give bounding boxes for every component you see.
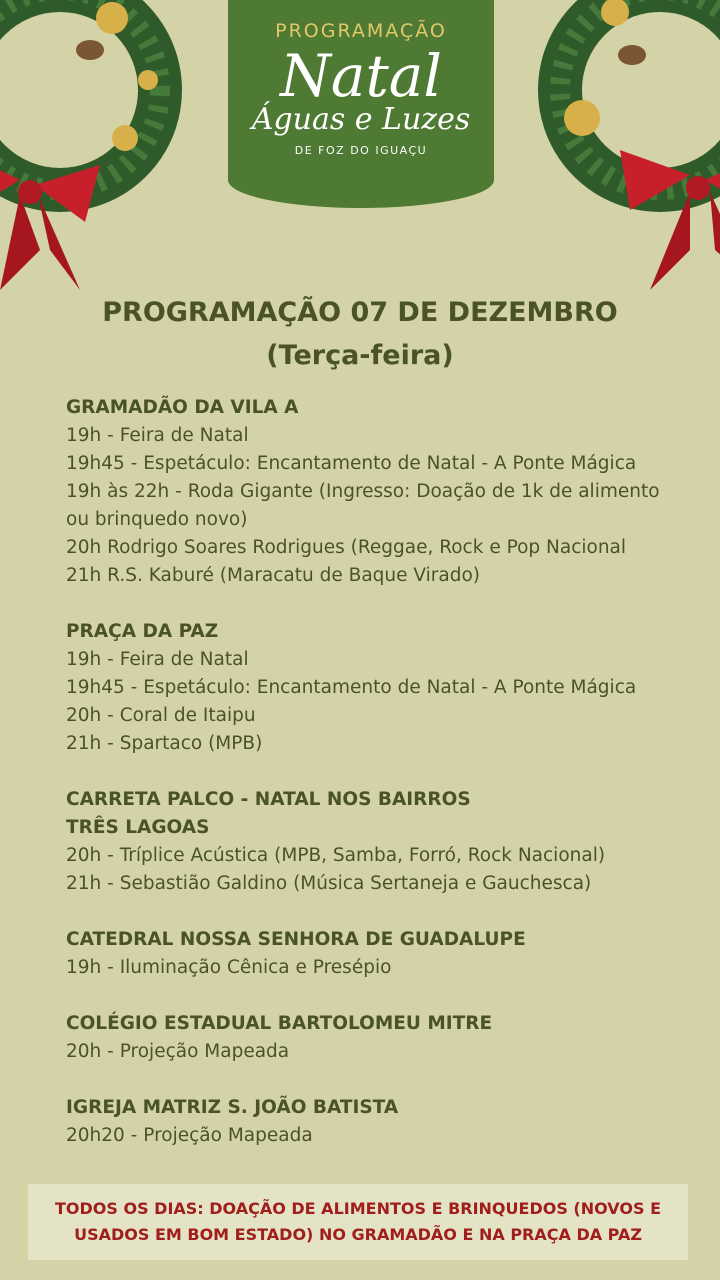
event-logo-banner	[228, 0, 494, 208]
schedule-item: 20h - Tríplice Acústica (MPB, Samba, Forró, Rock Nacional)	[66, 845, 606, 866]
page-subtitle-weekday: (Terça-feira)	[266, 340, 454, 371]
christmas-wreath-right-icon	[520, 0, 720, 300]
banner-natal-title: Natal	[280, 42, 442, 110]
footer-notice	[28, 1184, 688, 1260]
schedule-item: 20h - Coral de Itaipu	[66, 705, 256, 726]
section-heading: IGREJA MATRIZ S. JOÃO BATISTA	[66, 1097, 399, 1118]
section-carreta-palco	[66, 786, 676, 898]
section-igreja-matriz	[66, 1094, 676, 1150]
section-heading: CATEDRAL NOSSA SENHORA DE GUADALUPE	[66, 929, 526, 950]
banner-aguas-luzes-title: Águas e Luzes	[251, 102, 471, 137]
banner-programacao-label: PROGRAMAÇÃO	[275, 20, 447, 42]
section-praca-da-paz	[66, 618, 676, 758]
schedule-item: 19h às 22h - Roda Gigante (Ingresso: Doação de 1k de alimento ou brinquedo novo)	[66, 481, 660, 530]
section-heading: PRAÇA DA PAZ	[66, 621, 219, 642]
schedule-item: 19h45 - Espetáculo: Encantamento de Natal - A Ponte Mágica	[66, 677, 637, 698]
christmas-wreath-left-icon	[0, 0, 200, 300]
schedule-item: 20h20 - Projeção Mapeada	[66, 1125, 313, 1146]
schedule-item: 21h - Spartaco (MPB)	[66, 733, 263, 754]
schedule-item: 20h - Projeção Mapeada	[66, 1041, 290, 1062]
schedule-item: 21h R.S. Kaburé (Maracatu de Baque Virado)	[66, 565, 481, 586]
section-gramadao	[66, 394, 676, 590]
section-colegio	[66, 1010, 676, 1066]
section-catedral	[66, 926, 676, 982]
banner-city-label: DE FOZ DO IGUAÇU	[294, 144, 428, 157]
section-subheading: TRÊS LAGOAS	[66, 817, 210, 838]
schedule-item: 19h - Feira de Natal	[66, 649, 249, 670]
section-heading: COLÉGIO ESTADUAL BARTOLOMEU MITRE	[66, 1013, 493, 1034]
footer-notice-text: TODOS OS DIAS: DOAÇÃO DE ALIMENTOS E BRINQUEDOS (NOVOS E USADOS EM BOM ESTADO) NO GRAMADÃO E NA PRAÇA DA PAZ	[54, 1199, 662, 1244]
schedule-item: 19h45 - Espetáculo: Encantamento de Natal - A Ponte Mágica	[66, 453, 637, 474]
schedule-item: 19h - Iluminação Cênica e Presépio	[66, 957, 392, 978]
schedule-item: 21h - Sebastião Galdino (Música Sertaneja e Gauchesca)	[66, 873, 592, 894]
schedule-item: 19h - Feira de Natal	[66, 425, 249, 446]
section-heading: GRAMADÃO DA VILA A	[66, 397, 299, 418]
page-title: PROGRAMAÇÃO 07 DE DEZEMBRO	[102, 297, 618, 328]
schedule-item: 20h Rodrigo Soares Rodrigues (Reggae, Rock e Pop Nacional	[66, 537, 627, 558]
section-heading: CARRETA PALCO - NATAL NOS BAIRROS	[66, 789, 471, 810]
schedule-list	[66, 394, 676, 1178]
